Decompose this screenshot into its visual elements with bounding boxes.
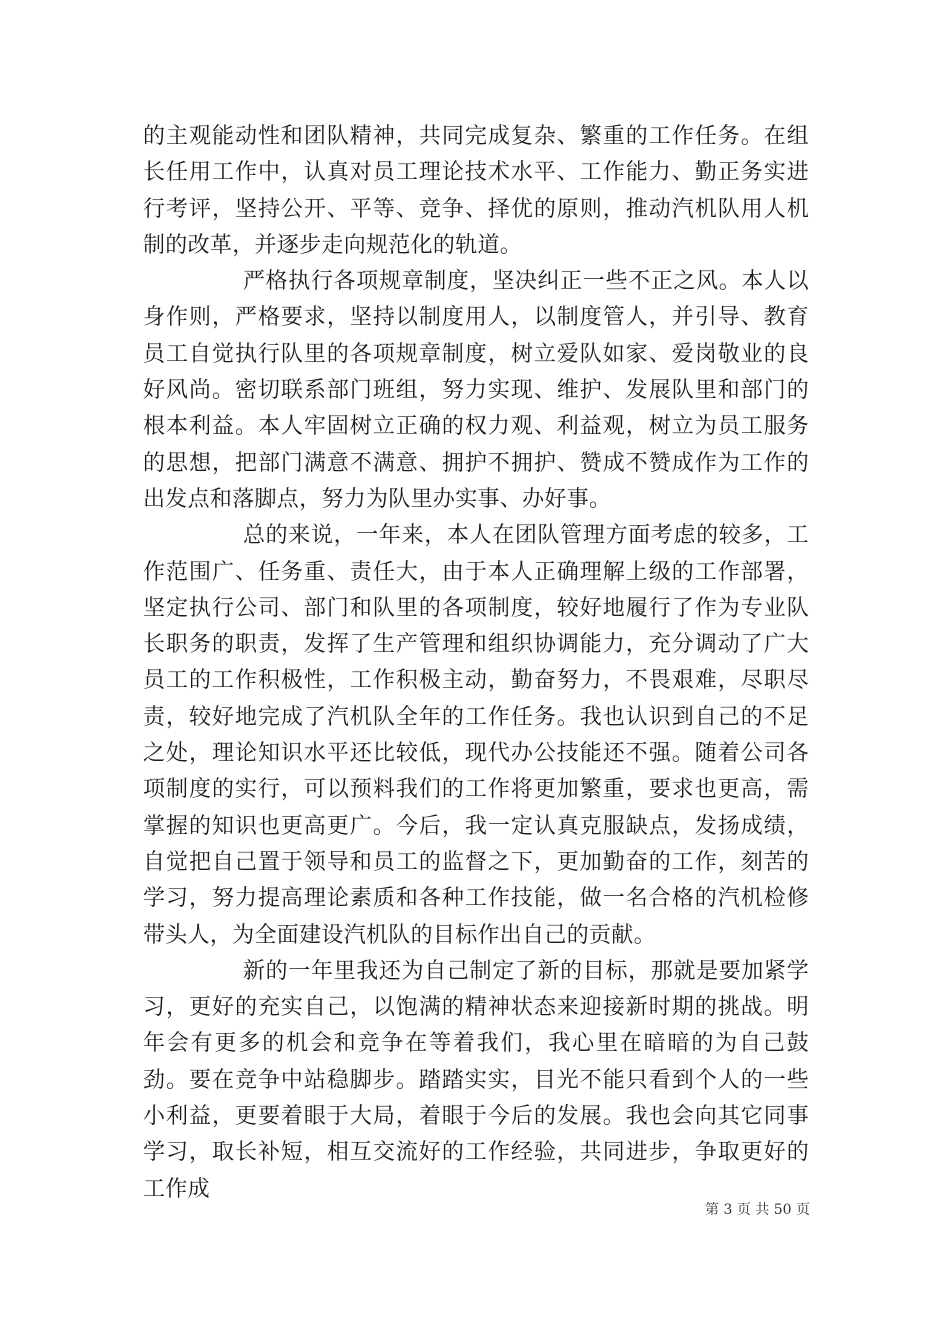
paragraph-team-management-continued: 的主观能动性和团队精神，共同完成复杂、繁重的工作任务。在组长任用工作中，认真对员工理论技术水平、工作能力、勤正务实进行考评，坚持公开、平等、竞争、择优的原则，推动汽机队用人机制的改革，并逐步走向规范化的轨道。 [143, 124, 809, 258]
paragraph-rules-enforcement: 严格执行各项规章制度，坚决纠正一些不正之风。本人以身作则，严格要求，坚持以制度用人，以制度管人，并引导、教育员工自觉执行队里的各项规章制度，树立爱队如家、爱岗敬业的良好风尚。密切联系部门班组，努力实现、维护、发展队里和部门的根本利益。本人牢固树立正确的权力观、利益观，树立为员工服务的思想，把部门满意不满意、拥护不拥护、赞成不赞成作为工作的出发点和落脚点，努力为队里办实事、办好事。 [143, 269, 809, 512]
paragraph-summary: 总的来说，一年来，本人在团队管理方面考虑的较多，工作范围广、任务重、责任大，由于本人正确理解上级的工作部署，坚定执行公司、部门和队里的各项制度，较好地履行了作为专业队长职务的职责，发挥了生产管理和组织协调能力，充分调动了广大员工的工作积极性，工作积极主动，勤奋努力，不畏艰难，尽职尽责，较好地完成了汽机队全年的工作任务。我也认识到自己的不足之处，理论知识水平还比较低，现代办公技能还不强。随着公司各项制度的实行，可以预料我们的工作将更加繁重，要求也更高，需掌握的知识也更高更广。今后，我一定认真克服缺点，发扬成绩，自觉把自己置于领导和员工的监督之下，更加勤奋的工作，刻苦的学习，努力提高理论素质和各种工作技能，做一名合格的汽机检修带头人，为全面建设汽机队的目标作出自己的贡献。 [143, 523, 809, 948]
paragraph-new-year-goals: 新的一年里我还为自己制定了新的目标，那就是要加紧学习，更好的充实自己，以饱满的精神状态来迎接新时期的挑战。明年会有更多的机会和竞争在等着我们，我心里在暗暗的为自己鼓劲。要在竞争中站稳脚步。踏踏实实，目光不能只看到个人的一些小利益，更要着眼于大局，着眼于今后的发展。我也会向其它同事学习，取长补短，相互交流好的工作经验，共同进步，争取更好的工作成 [143, 958, 809, 1202]
document-body [143, 119, 809, 1208]
page-number-footer: 第 3 页 共 50 页 [705, 1202, 810, 1218]
